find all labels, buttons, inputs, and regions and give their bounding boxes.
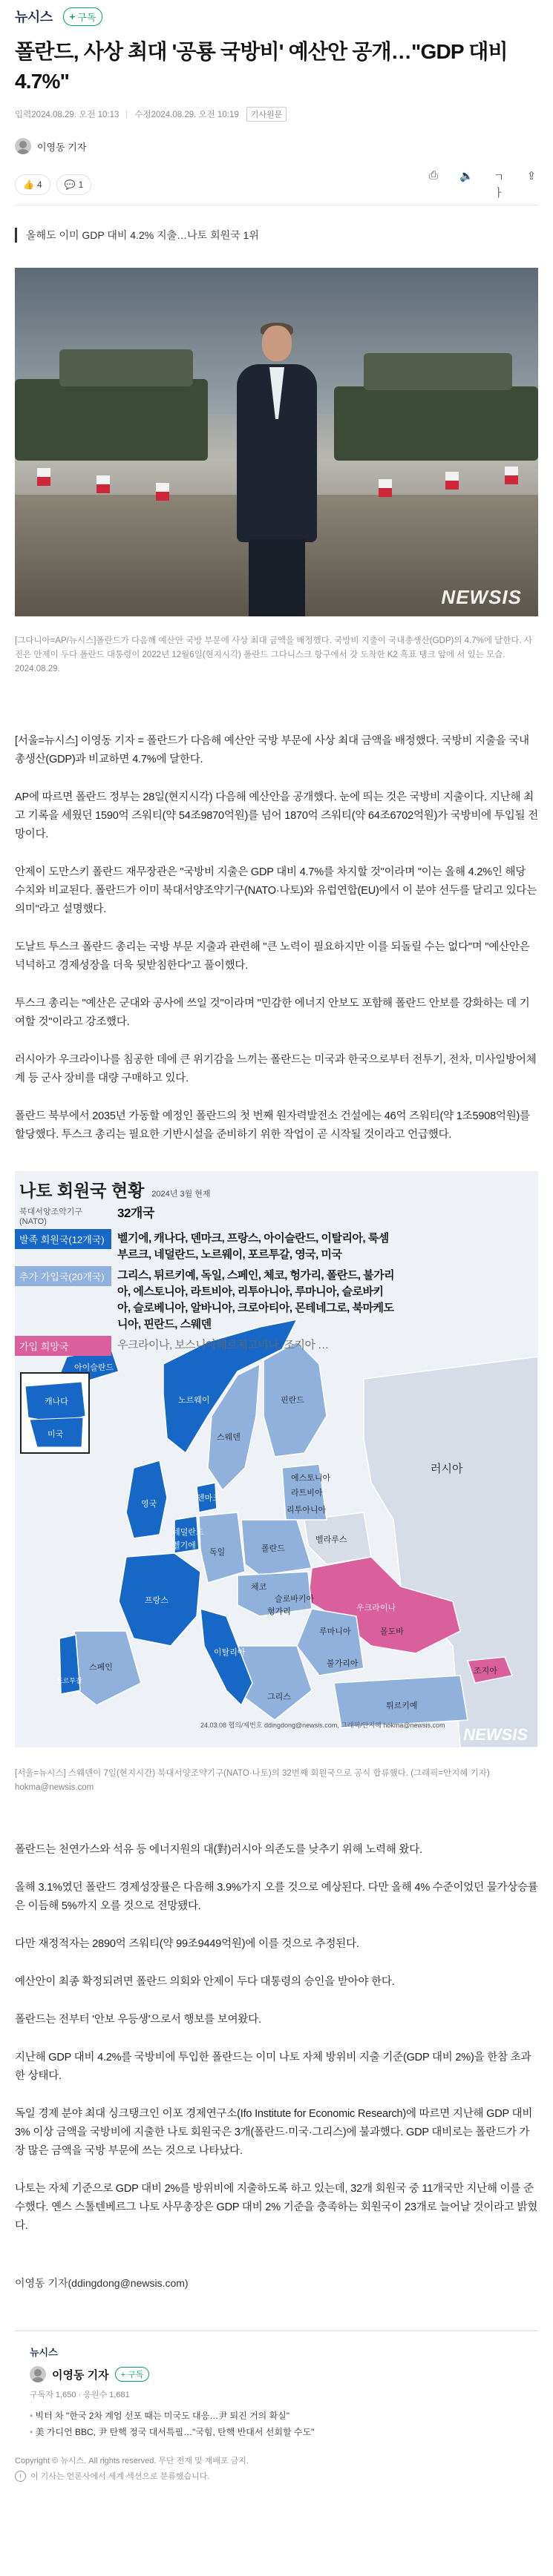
legend-header-row xyxy=(15,1204,401,1228)
legend-text-founding: 벨기에, 캐나다, 덴마크, 프랑스, 아이슬란드, 이탈리아, 룩셈부르크, 네덜란드, 노르웨이, 포르투갈, 영국, 미국 xyxy=(117,1232,389,1261)
flag-icon xyxy=(445,472,459,490)
paragraph: 예산안이 최종 확정되려면 폴란드 의회와 안제이 두다 대통령의 승인을 받아야 한다. xyxy=(15,1976,395,1988)
label-latvia: 라트비아 xyxy=(291,1489,323,1498)
flag-icon xyxy=(379,479,392,497)
tool-group xyxy=(427,169,538,200)
info-icon: i xyxy=(15,2471,26,2482)
label-greece: 그리스 xyxy=(267,1693,291,1702)
label-norway: 노르웨이 xyxy=(178,1396,210,1405)
label-czech: 체코 xyxy=(251,1583,267,1592)
comment-icon: 💬 xyxy=(64,179,76,190)
paragraph: 폴란드는 천연가스와 석유 등 에너지원의 대(對)러시아 의존도를 낮추기 위해 노력해 왔다. xyxy=(15,1844,422,1856)
label-moldova: 몰도바 xyxy=(380,1627,404,1636)
legend-row-added xyxy=(15,1266,401,1334)
top-bar xyxy=(0,0,553,33)
paragraph: 투스크 총리는 "예산은 군대와 공사에 쓰일 것"이라며 "민감한 에너지 안보도 포함해 폴란드 안보를 강화하는 데 기여할 것"이라고 강조했다. xyxy=(15,998,530,1028)
card-link[interactable]: • 빅터 차 "한국 2차 계엄 선포 때는 미국도 대응…尹 퇴진 거의 확실" xyxy=(30,2408,523,2424)
thumbs-up-icon: 👍 xyxy=(23,179,34,190)
label-sweden: 스웨덴 xyxy=(217,1433,240,1442)
paragraph: AP에 따르면 폴란드 정부는 28일(현지시각) 다음해 예산안을 공개했다. 눈에 띄는 것은 국방비 지출이다. 지난해 최고 기록을 세웠던 1590억 즈워티(약 54조9870억원)를 넘어 1870억 즈워티(약 64조6702억원)가 국방비에 투입될 전망이다. xyxy=(15,791,538,840)
label-uk: 영국 xyxy=(141,1500,157,1509)
label-germany: 독일 xyxy=(209,1548,226,1557)
meta-divider xyxy=(126,111,127,119)
published-date: 입력2024.08.29. 오전 10:13 xyxy=(15,111,120,119)
article-summary: 올해도 이미 GDP 대비 4.2% 지출…나토 회원국 1위 xyxy=(15,228,538,243)
label-italy: 이탈리아 xyxy=(214,1648,246,1657)
label-belarus: 벨라루스 xyxy=(315,1535,347,1544)
paragraph: 독일 경제 분야 최대 싱크탱크인 이포 경제연구소(Ifo Institute for Economic Research)에 따르면 지난해 GDP 대비 3% 이상 금액을 국방비에 지출한 나토 회원국은 3개(폴란드·미국·그리스)에 불과했다. GDP 대비로는 폴란드가 가장 많은 금액을 국방 부문에 쓰는 것으로 나타났다. xyxy=(15,2108,533,2157)
title-block xyxy=(0,33,553,154)
label-canada: 캐나다 xyxy=(45,1397,68,1406)
section-note xyxy=(15,2470,538,2482)
article-body-2 xyxy=(15,1841,538,2236)
card-subscribe-button[interactable]: + 구독 xyxy=(115,2367,150,2382)
like-count: 4 xyxy=(36,179,42,190)
map-title: 나토 회원국 현황 xyxy=(19,1181,145,1200)
flag-icon xyxy=(156,483,169,501)
comment-button[interactable] xyxy=(56,174,92,195)
map-date: 2024년 3월 현재 xyxy=(151,1190,211,1199)
legend-row-aspirant xyxy=(15,1336,401,1356)
paragraph: 나토는 자체 기준으로 GDP 대비 2%를 방위비에 지출하도록 하고 있는데, 32개 회원국 중 11개국만 지난해 이를 준수했다. 옌스 스톨텐베르그 나토 사무총장은 GDP 대비 2% 기준을 충족하는 회원국이 23개로 늘어날 것이라고 밝혔다. xyxy=(15,2183,538,2232)
label-iceland: 아이슬란드 xyxy=(74,1363,114,1372)
legend-total: 32개국 xyxy=(117,1206,154,1220)
card-reporter-name[interactable]: 이영동 기자 xyxy=(52,2368,109,2382)
card-links xyxy=(30,2408,523,2440)
label-russia: 러시아 xyxy=(431,1463,463,1475)
label-belgium: 벨기에 xyxy=(172,1541,196,1550)
paragraph: 지난해 GDP 대비 4.2%를 국방비에 투입한 폴란드는 이미 나토 자체 방위비 지출 기준(GDP 대비 2%)을 한참 초과한 상태다. xyxy=(15,2052,531,2082)
card-reporter-row xyxy=(30,2366,523,2382)
copyright: Copyright © 뉴시스. All rights reserved. 무단 전재 및 재배포 금지. xyxy=(15,2457,249,2465)
tank-shape xyxy=(364,353,512,390)
legend-tag-added: 추가 가입국(20개국) xyxy=(15,1266,111,1286)
reaction-group xyxy=(15,174,91,195)
subscribe-button[interactable] xyxy=(63,7,103,26)
label-lithuania: 리투아니아 xyxy=(287,1506,327,1515)
label-hungary: 헝가리 xyxy=(267,1607,291,1616)
card-link[interactable]: • 美 가디언 BBC, 尹 탄핵 정국 대서특필…"국힘, 탄핵 반대서 선회할 수도" xyxy=(30,2424,523,2440)
map-watermark: NEWSIS xyxy=(463,1725,528,1744)
paragraph: 안제이 도만스키 폴란드 재무장관은 "국방비 지출은 GDP 대비 4.7%를 차지할 것"이라며 "이는 올해 4.2%인 해당 수치와 비교된다. 폴란드가 이미 북대서양조약기구(NATO·나토)와 유럽연합(EU)에서 이 분야 선두를 달리고 있다는 의미"라고 설명했다. xyxy=(15,866,537,915)
original-article-link[interactable]: 기사원문 xyxy=(246,107,287,122)
map-caption: [서울=뉴시스] 스웨덴이 7일(현지시간) 북대서양조약기구(NATO·나토)의 32번째 회원국으로 공식 합류했다. (그래픽=안지혜 기자) hokma@newsis.com xyxy=(15,1769,490,1792)
paragraph: 도날트 투스크 폴란드 총리는 국방 부문 지출과 관련해 "큰 노력이 필요하지만 이를 되돌릴 수는 없다"며 "예산안은 넉넉하고 경제성장을 더욱 뒷받침한다"고 풀이했다. xyxy=(15,941,530,972)
reporter-row[interactable] xyxy=(15,138,538,154)
like-button[interactable] xyxy=(15,174,50,195)
paragraph: [서울=뉴시스] 이영동 기자 = 폴란드가 다음해 예산안 국방 부문에 사상 최대 금액을 배정했다. 국방비 지출을 국내총생산(GDP)과 비교하면 4.7%에 달한다. xyxy=(15,735,529,765)
article-body xyxy=(15,732,538,1144)
legend-tag-founding: 발족 회원국(12개국) xyxy=(15,1229,111,1249)
share-icon[interactable]: ⇪ xyxy=(526,170,537,182)
map-credit: 24.03.08 협의/제번호 ddingdong@newsis.com, 그래픽/안지혜 hokma@newsis.com xyxy=(200,1722,445,1729)
card-brand[interactable]: 뉴시스 xyxy=(30,2347,58,2358)
paragraph: 폴란드 북부에서 2035년 가동할 예정인 폴란드의 첫 번째 원자력발전소 건설에는 46억 즈워티(약 1조5908억원)를 할당했다. 투스크 총리는 필요한 기반시설을 준비하기 위한 작업이 곧 시작될 것이라고 언급했다. xyxy=(15,1110,530,1141)
photo-watermark: NEWSIS xyxy=(441,586,522,608)
paragraph: 올해 3.1%였던 폴란드 경제성장률은 다음해 3.9%가지 오를 것으로 예상된다. 다만 올해 4% 수준이었던 물가상승률은 이듬해 5%까지 오를 것으로 전망됐다. xyxy=(15,1882,538,1912)
flag-icon xyxy=(96,475,110,493)
president-figure xyxy=(234,326,319,616)
card-avatar xyxy=(30,2366,46,2382)
label-finland: 핀란드 xyxy=(281,1396,304,1405)
tank-shape xyxy=(59,349,193,386)
reporter-card-inner xyxy=(15,2345,538,2440)
font-size-icon[interactable]: ㄱㅏ xyxy=(493,171,505,200)
card-stats: 구독자 1,650 · 응원수 1,681 xyxy=(30,2391,130,2399)
label-denmark: 덴마크 xyxy=(197,1494,220,1503)
modified-date: 수정2024.08.29. 오전 10:19 xyxy=(134,111,239,119)
article-byline: 이영동 기자(ddingdong@newsis.com) xyxy=(15,2277,189,2289)
brand-logo[interactable]: 뉴시스 xyxy=(15,10,53,24)
label-usa: 미국 xyxy=(48,1430,64,1439)
label-slovakia: 슬로바키아 xyxy=(275,1595,315,1604)
legend-tag-aspirant: 가입 희망국 xyxy=(15,1336,111,1356)
flag-icon xyxy=(505,467,518,484)
print-icon[interactable]: ⎙ xyxy=(428,169,438,182)
map-title-row xyxy=(19,1177,211,1202)
tank-shape xyxy=(334,386,538,461)
audio-icon[interactable]: 🔈 xyxy=(459,170,474,182)
person-head xyxy=(262,326,292,361)
label-netherlands: 네덜란드 xyxy=(172,1528,204,1537)
reporter-avatar xyxy=(15,138,31,154)
card-subscribe-label: 구독 xyxy=(128,2371,144,2379)
legend-row-founding xyxy=(15,1229,401,1265)
plus-icon: + xyxy=(69,10,76,22)
paragraph: 러시아가 우크라이나를 침공한 데에 큰 위기감을 느끼는 폴란드는 미국과 한국으로부터 전투기, 전차, 미사일방어체계 등 군사 장비를 대량 구매하고 있다. xyxy=(15,1054,537,1084)
action-bar xyxy=(0,169,553,200)
label-romania: 루마니아 xyxy=(319,1627,351,1636)
label-georgia: 조지아 xyxy=(474,1667,497,1676)
label-estonia: 에스토니아 xyxy=(291,1474,331,1483)
label-france: 프랑스 xyxy=(145,1596,168,1605)
article-meta xyxy=(15,107,538,122)
article-photo xyxy=(15,268,538,616)
paragraph: 폴란드는 전부터 '안보 우등생'으로서 행보를 보여왔다. xyxy=(15,2014,261,2026)
legend-text-added: 그리스, 튀르키예, 독일, 스페인, 체코, 헝가리, 폴란드, 불가리아, 에스토니아, 라트비아, 리투아니아, 루마니아, 슬로바키아, 슬로베니아, 알바니아, 크로아티아, 몬테네그로, 북마케도니아, 핀란드, 스웨덴 xyxy=(117,1269,395,1331)
legend-text-aspirant: 우크라이나, 보스니아헤르체고비나, 조지아 … xyxy=(117,1339,329,1351)
label-portugal: 포르투갈 xyxy=(56,1677,82,1684)
article-title: 폴란드, 사상 최대 '공룡 국방비' 예산안 공개…"GDP 대비 4.7%" xyxy=(15,40,508,93)
label-bulgaria: 불가리아 xyxy=(327,1659,359,1668)
photo-caption: [그다니아=AP/뉴시스]폴란드가 다음해 예산안 국방 부문에 사상 최대 금액을 배정했다. 국방비 지출이 국내총생산(GDP)의 4.7%에 달한다. 사진은 안제이 두다 폴란드 대통령이 2022년 12월6일(현지시각) 폴란드 그다니스크 항구에서 갓 도착한 K2 흑표 탱크 앞에 서 있는 모습. 2024.08.29. xyxy=(15,636,532,673)
legend-subtitle: 북대서양조약기구(NATO) xyxy=(19,1208,83,1226)
label-spain: 스페인 xyxy=(89,1663,113,1672)
label-ukraine: 우크라이나 xyxy=(356,1604,396,1613)
label-poland: 폴란드 xyxy=(261,1544,285,1553)
section-note-text: 이 기사는 언론사에서 세계 섹션으로 분류했습니다. xyxy=(30,2472,210,2481)
map-legend xyxy=(15,1204,401,1357)
tank-shape xyxy=(15,379,208,461)
reporter-card xyxy=(15,2330,538,2440)
person-legs xyxy=(249,539,305,616)
reporter-name[interactable]: 이영동 기자 xyxy=(37,141,87,153)
subscribe-label: 구독 xyxy=(77,11,96,23)
paragraph: 다만 재정적자는 2890억 즈워티(약 99조9449억원)에 이를 것으로 추정된다. xyxy=(15,1938,359,1950)
comment-count: 1 xyxy=(78,179,84,190)
flag-icon xyxy=(37,468,50,486)
label-turkey: 튀르키예 xyxy=(386,1702,418,1710)
nato-map-graphic xyxy=(15,1171,538,1747)
